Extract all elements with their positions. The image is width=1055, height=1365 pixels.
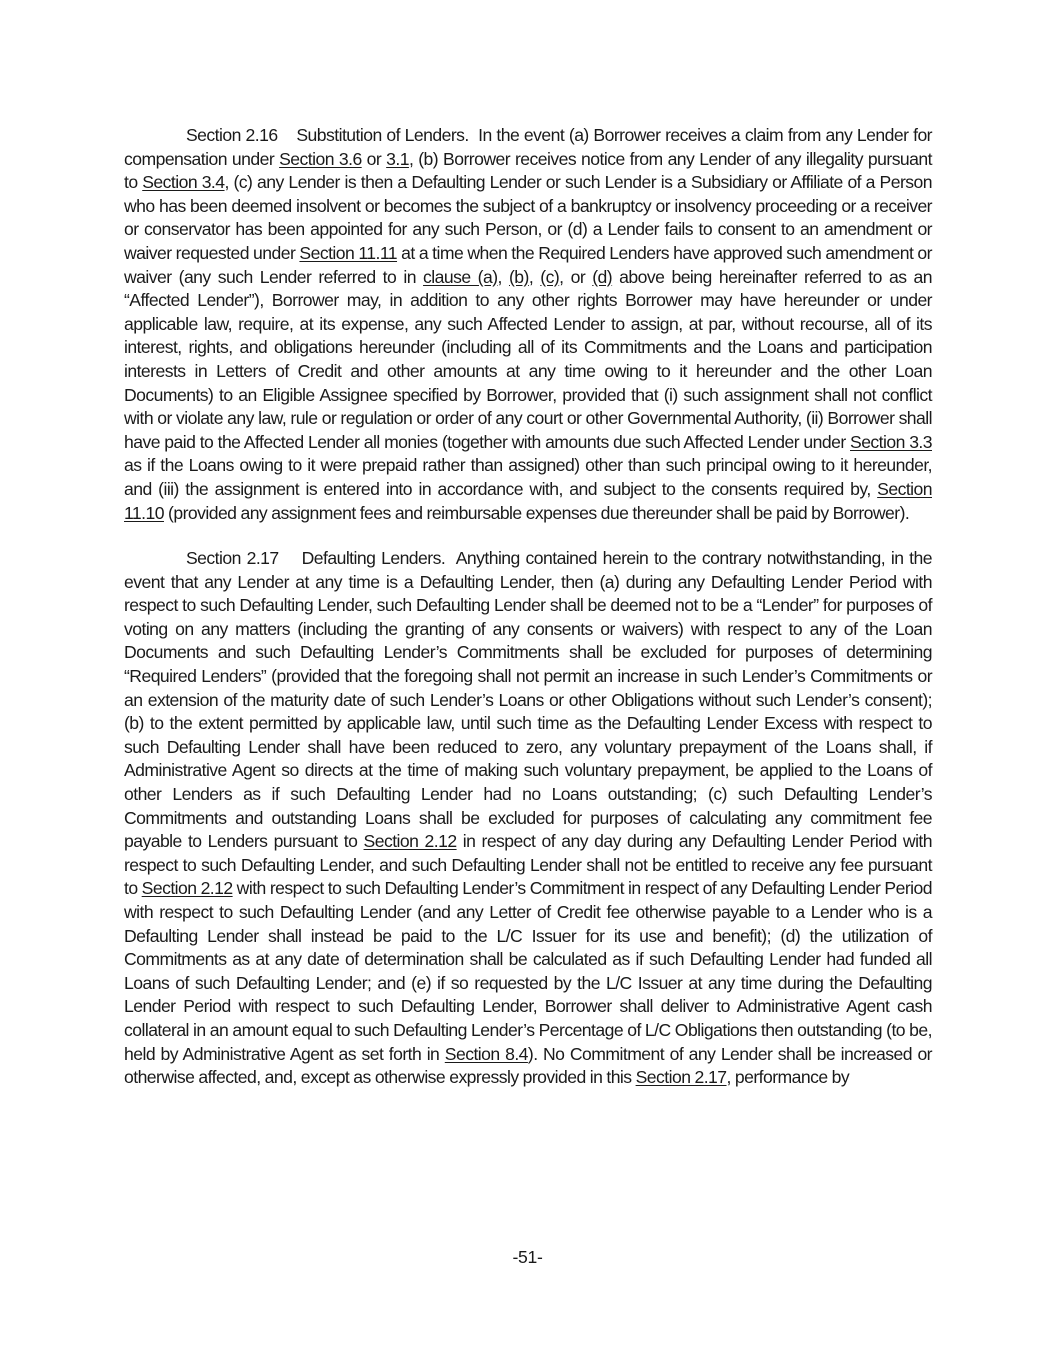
body-text: above being hereinafter referred to as an “Affected Lender”), Borrower may, in addition to any other rights Borrower may have hereunder or under applicable law, require, at its expense, any such Affected Lender to assign, at par, without recourse, all of its interest, rights, and obligations hereunder (including all of its Commitments and the Loans and participation interests in Letters of Credit and other amounts at any time owing to it hereunder and the other Loan Documents) to an Eligible Assignee specified by Borrower, provided that (i) such assignment shall not conflict with or violate any law, rule or regulation or order of any court or other Governmental Authority, (ii) Borrower shall have paid to the Affected Lender all monies (together with amounts due such Affected Lender under <box>124 266 933 452</box>
body-text: , <box>497 266 509 287</box>
section-title: Substitution of Lenders. <box>296 125 469 145</box>
cross-reference: Section 3.6 <box>279 148 362 169</box>
cross-reference: Section 2.17 <box>635 1067 727 1088</box>
cross-reference: (b) <box>508 266 529 287</box>
cross-reference: Section 3.4 <box>142 172 225 193</box>
section-number: Section 2.17 <box>186 548 279 569</box>
cross-reference: Section 2.12 <box>141 878 233 899</box>
body-text: ). No Commitment of any Lender shall be increased or otherwise affected, and, except as otherwise expressly provided in this <box>124 1043 932 1088</box>
body-text: , (b) Borrower receives notice from any Lender of any illegality pursuant to <box>124 148 932 193</box>
body-text: as if the Loans owing to it were prepaid rather than assigned) other than such principal owing to it hereunder, and (iii) the assignment is entered into in accordance with, and subject to the consents required by, <box>124 455 932 499</box>
cross-reference: Section 11.11 <box>299 242 398 263</box>
body-text: at a time when the Required Lenders have approved such amendment or waiver (any such Lender referred to in <box>124 242 932 287</box>
cross-reference: (c) <box>540 266 560 287</box>
cross-reference: Section 2.12 <box>363 831 457 852</box>
body-text: Anything contained herein to the contrary notwithstanding, in the event that any Lender at any time is a Defaulting Lender, then (a) during any Defaulting Lender Period with respect to such Defaulting Lender, such Defaulting Lender shall be deemed not to be a “Lender” for purposes of voting on any matters (including the granting of any consents or waivers) with respect to any of the Loan Documents and such Defaulting Lender’s Commitments shall be excluded for purposes of determining “Required Lenders” (provided that the foregoing shall not permit an increase in such Lender’s Commitments or an extension of the maturity date of such Lender’s Loans or other Obligations without such Lender’s consent); (b) to the extent permitted by applicable law, until such time as the Defaulting Lender Excess with respect to such Defaulting Lender shall have been reduced to zero, any voluntary prepayment of the Loans shall, if Administrative Agent so directs at the time of making such voluntary prepayment, be applied to the Loans of other Lenders as if such Defaulting Lender had no Loans outstanding; (c) such Defaulting Lender’s Commitments and outstanding Loans shall be excluded for purposes of calculating any commitment fee payable to Lenders pursuant to <box>124 548 932 852</box>
body-text: (provided any assignment fees and reimbursable expenses due thereunder shall be paid by Borrower). <box>163 502 910 523</box>
body-text: , or <box>559 266 593 287</box>
body-text: In the event (a) Borrower receives a claim from any Lender for compensation under <box>124 125 932 169</box>
body-text: , <box>528 266 541 287</box>
body-text: , (c) any Lender is then a Defaulting Lender or such Lender is a Subsidiary or Affiliate of a Person who has been deemed insolvent or becomes the subject of a bankruptcy or insolvency proceeding or a receiver or conservator has been appointed for any such Person, or (d) a Lender fails to consent to an amendment or waiver requested under <box>124 172 932 263</box>
cross-reference: Section 8.4 <box>444 1043 528 1064</box>
page-number: -51- <box>512 1247 543 1267</box>
cross-reference: (d) <box>592 266 613 287</box>
section-title: Defaulting Lenders. <box>301 548 446 569</box>
body-text: with respect to such Defaulting Lender’s Commitment in respect of any Defaulting Lender Period with respect to such Defaulting Lender (and any Letter of Credit fee otherwise payable to a Lender who is a Defaulting Lender shall instead be paid to the L/C Issuer for its use and benefit); (d) the utilization of Commitments as at any date of determination shall be calculated as if such Defaulting Lender had funded all Loans of such Defaulting Lender; and (e) if so requested by the L/C Issuer at any time during the Defaulting Lender Period with respect to such Defaulting Lender, Borrower shall deliver to Administrative Agent cash collateral in an amount equal to such Defaulting Lender’s Percentage of L/C Obligations then outstanding (to be, held by Administrative Agent as set forth in <box>124 878 932 1064</box>
section-2-17 <box>124 547 932 1090</box>
page-body <box>124 124 932 1112</box>
cross-reference: Section 3.3 <box>850 431 932 452</box>
body-text: or <box>361 148 387 169</box>
body-text: in respect of any day during any Defaulting Lender Period with respect to such Defaulting Lender, and such Defaulting Lender shall not be entitled to receive any fee pursuant to <box>124 831 932 899</box>
cross-reference: Section 11.10 <box>124 478 932 523</box>
body-text: , performance by <box>726 1067 850 1088</box>
section-number: Section 2.16 <box>186 125 278 145</box>
cross-reference: clause (a) <box>423 266 498 287</box>
cross-reference: 3.1 <box>386 148 409 169</box>
section-2-16 <box>124 124 932 525</box>
